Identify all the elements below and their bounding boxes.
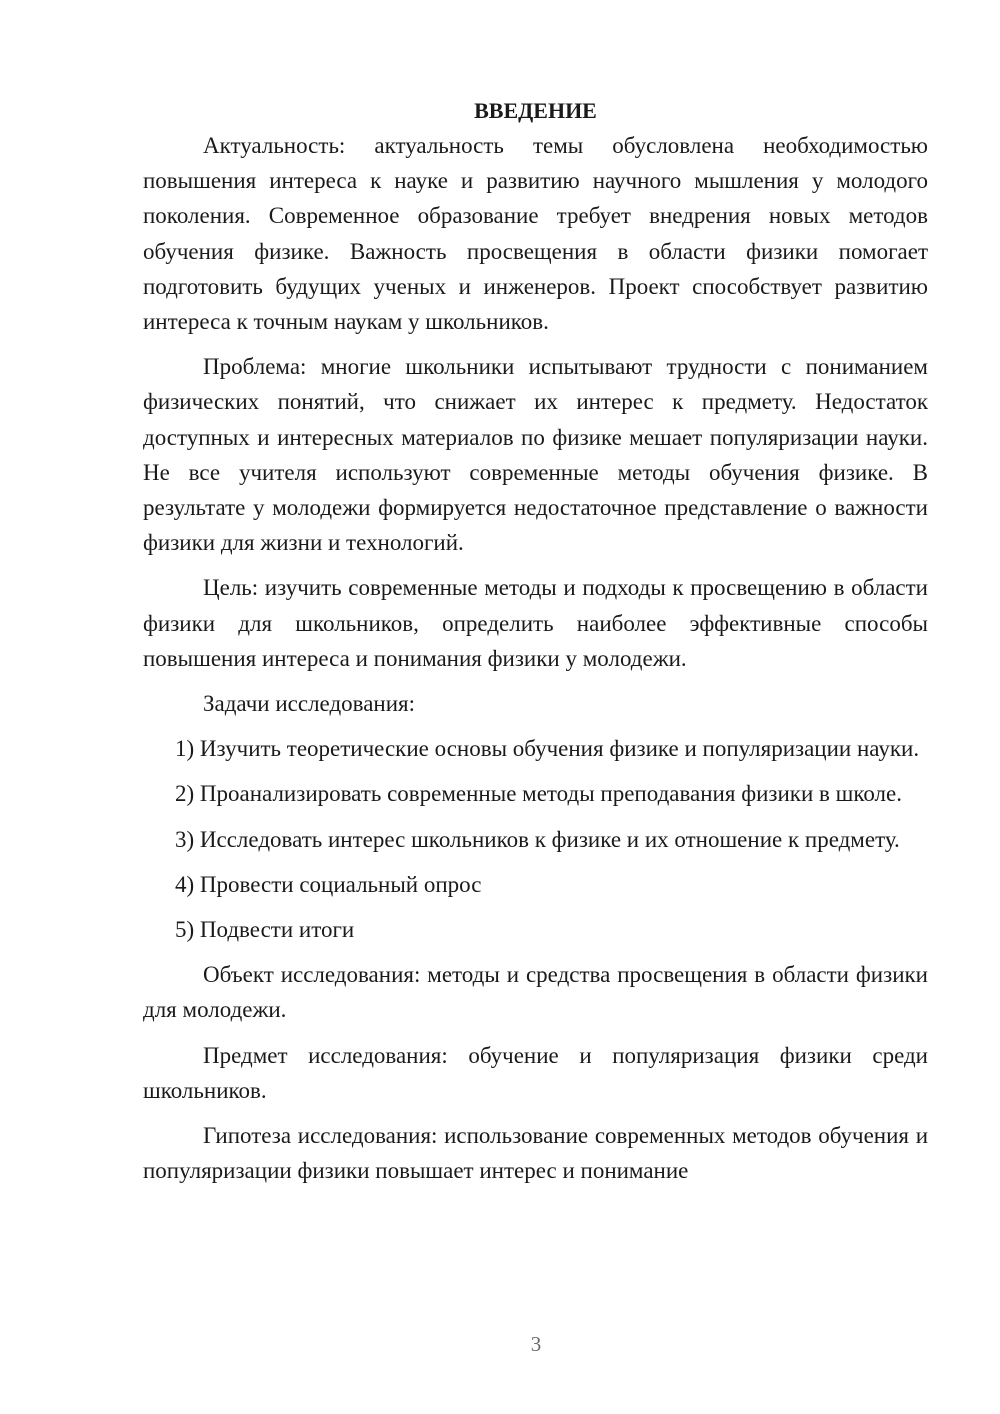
paragraph-relevance: Актуальность: актуальность темы обусловлена необходимостью повышения интереса к науке и развитию научного мышления у молодого поколения. Современное образование требует внедрения новых методов обучения физике. Важность просвещения в области физики помогает подготовить будущих ученых и инженеров. Проект способствует развитию интереса к точным наукам у школьников. [143,133,928,335]
paragraph-hypothesis: Гипотеза исследования: использование современных методов обучения и популяризации физики повышает интерес и понимание [143,1123,928,1184]
paragraph-problem: Проблема: многие школьники испытывают трудности с пониманием физических понятий, что снижает их интерес к предмету. Недостаток доступных и интересных материалов по физике мешает популяризации науки. Не все учителя используют современные методы обучения физике. В результате у молодежи формируется недостаточное представление о важности физики для жизни и технологий. [143,354,928,556]
tasks-heading: Задачи исследования: [203,691,416,717]
paragraph-subject: Предмет исследования: обучение и популяризация физики среди школьников. [143,1042,928,1103]
document-body [143,93,928,1188]
page-number: 3 [530,1332,542,1356]
task-item-4: 4) Провести социальный опрос [175,871,482,897]
page-title: ВВЕДЕНИЕ [474,98,597,123]
paragraph-goal: Цель: изучить современные методы и подходы к просвещению в области физики для школьников, определить наиболее эффективные способы повышения интереса и понимания физики у молодежи. [143,575,928,671]
task-item-3: 3) Исследовать интерес школьников к физике и их отношение к предмету. [175,826,900,852]
paragraph-object: Объект исследования: методы и средства просвещения в области физики для молодежи. [143,962,928,1023]
task-item-5: 5) Подвести итоги [175,917,355,943]
task-item-2: 2) Проанализировать современные методы преподавания физики в школе. [175,781,902,807]
task-item-1: 1) Изучить теоретические основы обучения физике и популяризации науки. [175,736,920,762]
